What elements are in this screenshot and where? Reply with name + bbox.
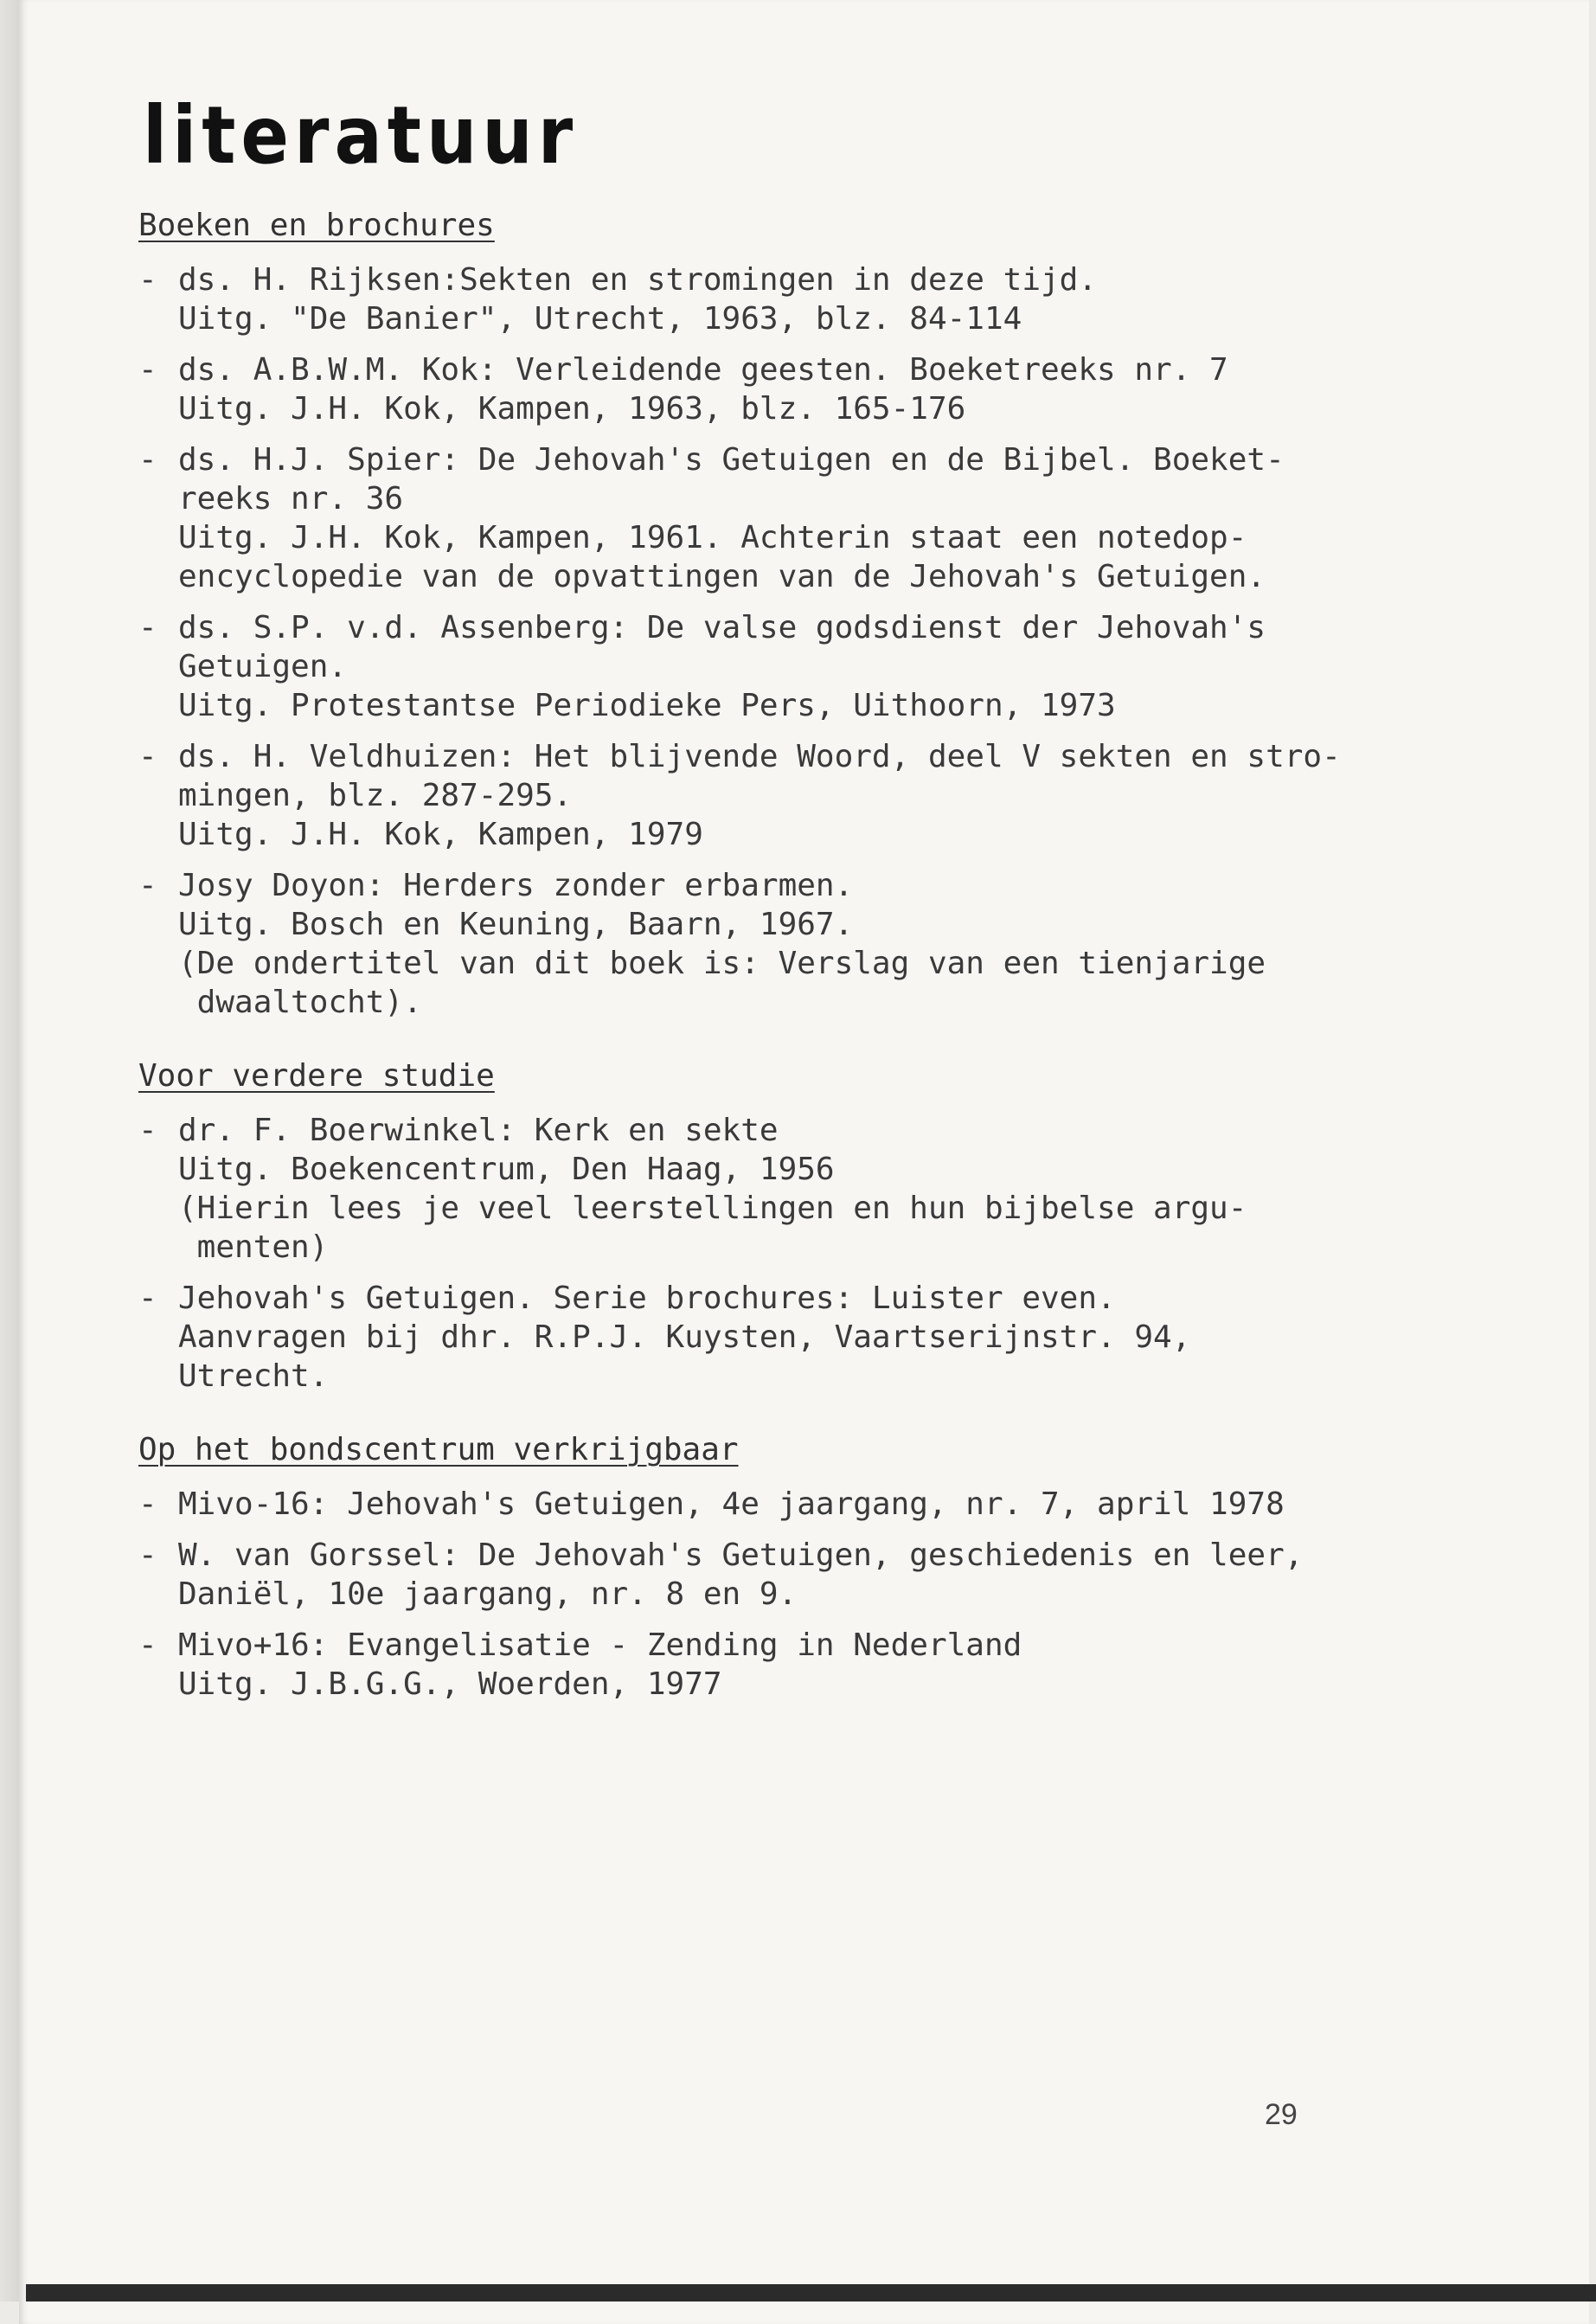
reference-line: dr. F. Boerwinkel: Kerk en sekte xyxy=(178,1113,779,1148)
reference-entry xyxy=(138,608,1436,725)
scan-bottom-edge xyxy=(26,2284,1596,2302)
reference-line: dwaaltocht). xyxy=(178,985,422,1020)
bullet-dash: - xyxy=(138,262,157,298)
reference-line: Aanvragen bij dhr. R.P.J. Kuysten, Vaartserijnstr. 94, xyxy=(178,1319,1191,1355)
section-heading: Boeken en brochures xyxy=(138,208,495,243)
reference-line: Getuigen. xyxy=(178,649,348,684)
reference-line: Uitg. J.H. Kok, Kampen, 1963, blz. 165-176 xyxy=(178,391,966,427)
reference-line: menten) xyxy=(178,1229,329,1265)
reference-line: ds. H. Veldhuizen: Het blijvende Woord, deel V sekten en stro- xyxy=(178,739,1341,774)
reference-line: mingen, blz. 287-295. xyxy=(178,778,573,813)
reference-line: Uitg. Bosch en Keuning, Baarn, 1967. xyxy=(178,907,854,942)
reference-line: (Hierin lees je veel leerstellingen en hun bijbelse argu- xyxy=(178,1191,1247,1226)
reference-line: W. van Gorssel: De Jehovah's Getuigen, geschiedenis en leer, xyxy=(178,1538,1304,1573)
reference-entry xyxy=(138,1485,1436,1524)
reference-line: Uitg. Protestantse Periodieke Pers, Uithoorn, 1973 xyxy=(178,688,1116,723)
page-number: 29 xyxy=(1265,2098,1298,2131)
reference-line: Uitg. J.B.G.G., Woerden, 1977 xyxy=(178,1666,722,1702)
reference-line: Jehovah's Getuigen. Serie brochures: Luister even. xyxy=(178,1281,1116,1316)
reference-entry xyxy=(138,440,1436,596)
section-heading: Op het bondscentrum verkrijgbaar xyxy=(138,1432,739,1467)
reference-line: (De ondertitel van dit boek is: Verslag van een tienjarige xyxy=(178,946,1266,981)
section-0 xyxy=(138,206,1436,1022)
reference-line: Uitg. J.H. Kok, Kampen, 1961. Achterin staat een notedop- xyxy=(178,520,1247,555)
reference-line: ds. A.B.W.M. Kok: Verleidende geesten. Boeketreeks nr. 7 xyxy=(178,352,1228,388)
reference-line: Josy Doyon: Herders zonder erbarmen. xyxy=(178,868,854,903)
bullet-dash: - xyxy=(138,739,157,774)
bullet-dash: - xyxy=(138,868,157,903)
section-1 xyxy=(138,1056,1436,1396)
bullet-dash: - xyxy=(138,1281,157,1316)
reference-line: reeks nr. 36 xyxy=(178,481,404,517)
bullet-dash: - xyxy=(138,1538,157,1573)
reference-line: Uitg. "De Banier", Utrecht, 1963, blz. 84-114 xyxy=(178,301,1022,337)
reference-entry xyxy=(138,260,1436,338)
reference-line: encyclopedie van de opvattingen van de Jehovah's Getuigen. xyxy=(178,559,1266,594)
reference-line: Uitg. J.H. Kok, Kampen, 1979 xyxy=(178,817,703,852)
section-heading: Voor verdere studie xyxy=(138,1058,495,1094)
bullet-dash: - xyxy=(138,1627,157,1663)
section-2 xyxy=(138,1430,1436,1704)
reference-entry xyxy=(138,737,1436,854)
bullet-dash: - xyxy=(138,1486,157,1522)
page-title: literatuur xyxy=(143,90,579,183)
page-left-edge xyxy=(0,0,19,2302)
reference-line: Mivo-16: Jehovah's Getuigen, 4e jaargang, nr. 7, april 1978 xyxy=(178,1486,1285,1522)
reference-entry xyxy=(138,1626,1436,1704)
bullet-dash: - xyxy=(138,1113,157,1148)
reference-line: Mivo+16: Evangelisatie - Zending in Nederland xyxy=(178,1627,1022,1663)
reference-entry xyxy=(138,1536,1436,1614)
bullet-dash: - xyxy=(138,610,157,645)
reference-line: Utrecht. xyxy=(178,1358,329,1394)
reference-line: Uitg. Boekencentrum, Den Haag, 1956 xyxy=(178,1152,835,1187)
literature-list xyxy=(138,206,1436,1738)
reference-entry xyxy=(138,866,1436,1022)
reference-entry xyxy=(138,350,1436,428)
bullet-dash: - xyxy=(138,442,157,478)
reference-line: ds. S.P. v.d. Assenberg: De valse godsdienst der Jehovah's xyxy=(178,610,1266,645)
bullet-dash: - xyxy=(138,352,157,388)
reference-line: ds. H.J. Spier: De Jehovah's Getuigen en de Bijbel. Boeket- xyxy=(178,442,1285,478)
reference-line: Daniël, 10e jaargang, nr. 8 en 9. xyxy=(178,1576,798,1612)
reference-entry xyxy=(138,1279,1436,1396)
reference-entry xyxy=(138,1111,1436,1267)
reference-line: ds. H. Rijksen:Sekten en stromingen in deze tijd. xyxy=(178,262,1098,298)
